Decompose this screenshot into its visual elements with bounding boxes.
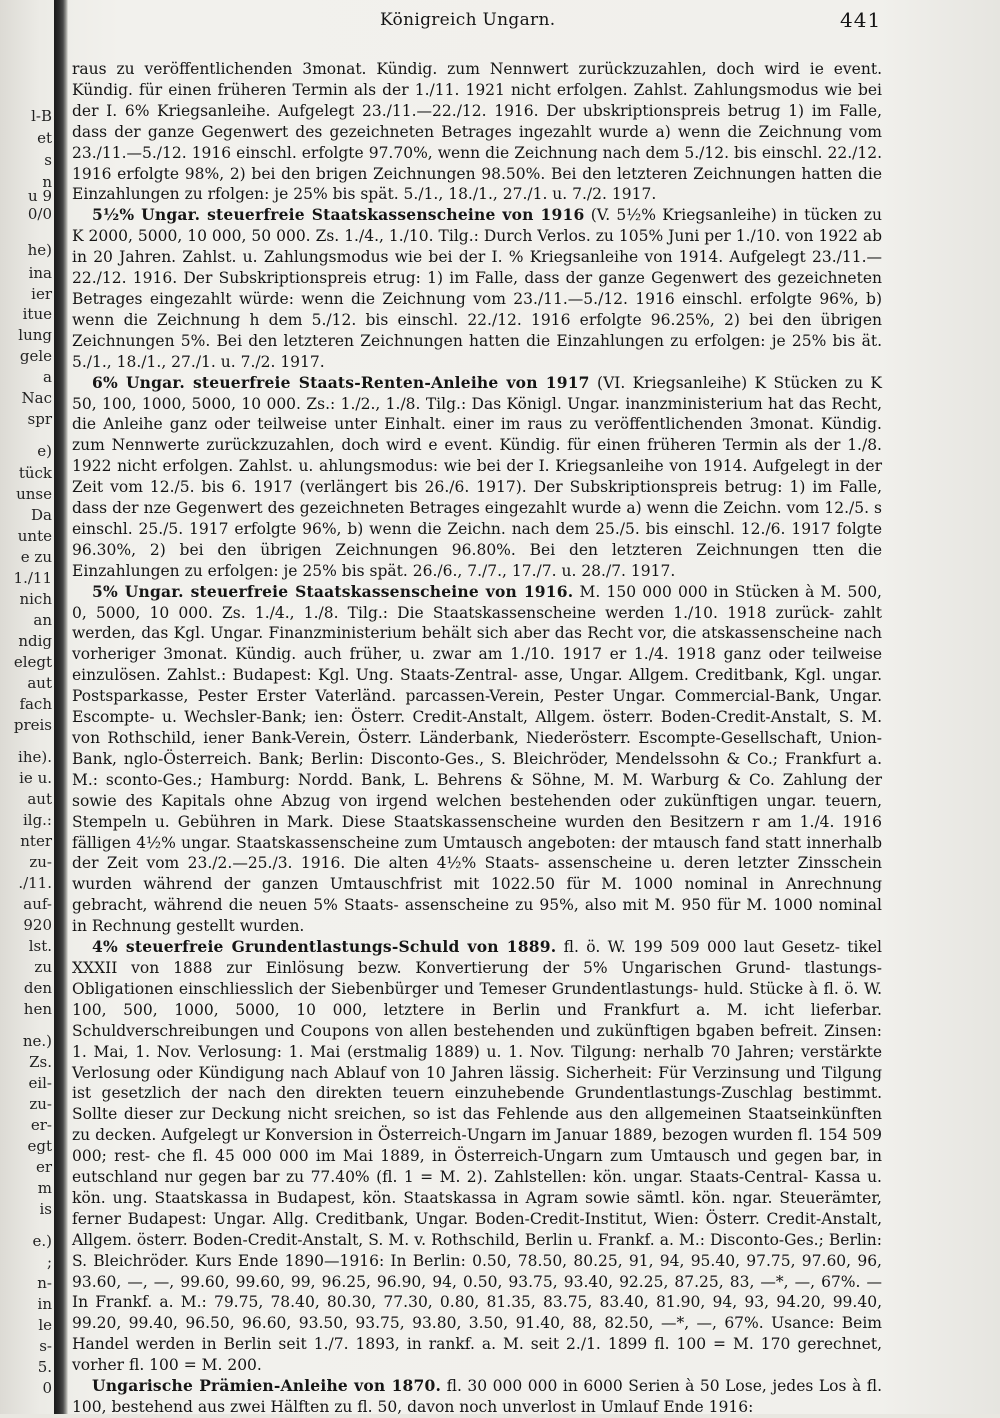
paragraph bbox=[72, 205, 882, 372]
fragment-text: spr bbox=[27, 410, 52, 428]
fragment-text: e zu bbox=[20, 548, 52, 566]
fragment-text: e) bbox=[37, 442, 52, 460]
fragment-text: zu- bbox=[29, 1095, 52, 1113]
fragment-text: 1./11 bbox=[13, 569, 52, 587]
page-header bbox=[80, 6, 900, 36]
fragment-text: ./11. bbox=[18, 874, 52, 892]
fragment-text: et bbox=[37, 129, 52, 147]
book-gutter-shadow bbox=[54, 0, 68, 1414]
fragment-text: 0/0 bbox=[27, 205, 52, 223]
fragment-text: aut bbox=[27, 674, 52, 692]
fragment-text: n bbox=[42, 173, 52, 191]
fragment-text: nich bbox=[19, 590, 52, 608]
fragment-text: elegt bbox=[13, 653, 52, 671]
section-title: 5% Ungar. steuerfreie Staatskassenscheine von 1916. bbox=[92, 581, 574, 601]
fragment-text: in bbox=[37, 1295, 52, 1313]
paragraph bbox=[72, 937, 882, 1376]
fragment-text: unse bbox=[16, 485, 52, 503]
fragment-text: itue bbox=[22, 305, 52, 323]
paragraph bbox=[72, 59, 882, 205]
page-body bbox=[72, 59, 882, 1418]
fragment-text: Nac bbox=[21, 389, 52, 407]
fragment-text: gele bbox=[19, 347, 52, 365]
running-head: Königreich Ungarn. bbox=[380, 10, 556, 30]
fragment-text: s- bbox=[39, 1337, 52, 1355]
fragment-text: nter bbox=[20, 832, 52, 850]
fragment-text: 920 bbox=[23, 916, 52, 934]
fragment-text: a bbox=[43, 368, 52, 386]
paragraph-text: M. 150 000 000 in Stücken à M. 500, 0, 5000, 10 000. Zs. 1./4., 1./8. Tilg.: Die Staatskassenscheine werden 1./10. 1918 zurück- zahlt werden, das Kgl. Ungar. Finanzministerium behält sich aber das Recht vor, die atskassenscheine nach vorheriger 3monat. Kündig. auch früher, u. zwar am 1./10. 1917 er 1./4. 1918 ganz oder teilweise einzulösen. Zahlst.: Budapest: Kgl. Ung. Staats-Zentral- asse, Ungar. Allgem. Creditbank, Kgl. ungar. Postsparkasse, Pester Erster Vaterländ. parcassen-Verein, Pester Ungar. Commercial-Bank, Ungar. Escompte- u. Wechsler-Bank; ien: Österr. Credit-Anstalt, Allgem. österr. Boden-Credit-Anstalt, S. M. von Rothschild, iener Bank-Verein, Österr. Länderbank, Niederösterr. Escompte-Gesellschaft, Union-Bank, nglo-Österreich. Bank; Berlin: Disconto-Ges., S. Bleichröder, Mendelssohn & Co.; Frankfurt a. M.: sconto-Ges.; Hamburg: Nordd. Bank, L. Behrens & Söhne, M. M. Warburg & Co. Zahlung der sowie des Kapitals ohne Abzug von irgend welchen bestehenden oder zukünftigen ungar. teuern, Stempeln u. Gebühren in Mark. Diese Staatskassenscheine wurden den Besitzern r am 1./4. 1916 fälligen 4½% ungar. Staatskassenscheine zum Umtausch angeboten: der mtausch fand statt innerhalb der Zeit vom 23./2.—25./3. 1916. Die alten 4½% Staats- assenscheine u. deren letzter Zinsschein wurden während der ganzen Umtauschfrist mit 1022.50 für M. 1000 nominal in Anrechnung gebracht, während die neuen 5% Staats- assenscheine zu 95%, also mit M. 950 für M. 1000 nominal in Rechnung gestellt wurden. bbox=[72, 582, 882, 936]
fragment-text: ndig bbox=[18, 632, 52, 650]
fragment-text: auf- bbox=[23, 895, 52, 913]
fragment-text: u 9 bbox=[28, 187, 52, 205]
fragment-text: ihe). bbox=[18, 748, 52, 766]
paragraph-text: fl. 30 000 000 in 6000 Serien à 50 Lose, jedes Los à fl. 100, bestehend aus zwei Hälften zu fl. 50, davon noch unverlost in Umlauf Ende 1916: bbox=[72, 1377, 883, 1416]
fragment-text: ina bbox=[28, 264, 52, 282]
fragment-text: lung bbox=[18, 326, 52, 344]
fragment-text: er bbox=[35, 1158, 52, 1176]
page-number: 441 bbox=[840, 8, 882, 32]
paragraph-text: (VI. Kriegsanleihe) K Stücken zu K 50, 100, 1000, 5000, 10 000. Zs.: 1./2., 1./8. Tilg.: Das Königl. Ungar. inanzministerium hat das Recht, die Anleihe ganz oder teilweise unter Einhalt. einer im raus zu veröffentlichenden 3monat. Kündig. zum Nennwerte zurückzuzahlen, doch wird e event. Kündig. für einen früheren Termin als der 1./8. 1922 nicht erfolgen. Zahlst. u. ahlungsmodus: wie bei der I. Kriegsanleihe von 1914. Aufgelegt in der Zeit vom 12./5. bis 6. 1917 (verlängert bis 26./6. 1917). Der Subskriptionspreis betrug: 1) im Falle, dass der nze Gegenwert des gezeichneten Betrages eingezahlt wurde a) wenn die Zeichn. vom 12./5. s einschl. 25./5. 1917 erfolgte 96%, b) wenn die Zeichn. nach dem 25./5. bis einschl. 12./6. 1917 folgte 96.30%, 2) bei den übrigen Zeichnungen 96.80%. Bei den letzteren Zeichnungen tten die Einzahlungen zu erfolgen: je 25% bis spät. 26./6., 7./7., 17./7. u. 28./7. 1917. bbox=[72, 373, 882, 580]
section-title: 4% steuerfreie Grundentlastungs-Schuld von 1889. bbox=[92, 937, 557, 957]
fragment-text: is bbox=[39, 1200, 52, 1218]
paragraph-text: raus zu veröffentlichenden 3monat. Kündig. zum Nennwert zurückzuzahlen, doch wird ie event. Kündig. für einen früheren Termin als der 1./11. 1921 nicht erfolgen. Zahlst. Zahlungsmodus wie bei der I. 6% Kriegsanleihe. Aufgelegt 23./11.—22./12. 1916. Der ubskriptionspreis betrug 1) im Falle, dass der ganze Gegenwert des gezeichneten Betrages ingezahlt wurde a) wenn die Zeichnung vom 23./11.—5./12. 1916 einschl. erfolgte 97.70%, wenn die Zeichnung nach dem 5./12. bis einschl. 22./12. 1916 erfolgte 98%, 2) bei den brigen Zeichnungen 98.50%. Bei den letzteren Zeichnungen hatten die Einzahlungen zu rfolgen: je 25% bis spät. 5./1., 18./1., 27./1. u. 7./2. 1917. bbox=[72, 60, 882, 204]
fragment-text: den bbox=[23, 979, 52, 997]
section-title: 6% Ungar. steuerfreie Staats-Renten-Anleihe von 1917 bbox=[92, 372, 590, 392]
fragment-text: le bbox=[38, 1316, 52, 1334]
fragment-text: aut bbox=[27, 790, 52, 808]
fragment-text: ier bbox=[31, 285, 52, 303]
fragment-text: Zs. bbox=[29, 1053, 52, 1071]
paragraph bbox=[72, 373, 882, 582]
fragment-text: zu bbox=[34, 958, 52, 976]
fragment-text: 0 bbox=[42, 1379, 52, 1397]
fragment-text: ; bbox=[46, 1253, 52, 1271]
paragraph bbox=[72, 1376, 882, 1418]
fragment-text: 5. bbox=[37, 1358, 52, 1376]
fragment-text: unte bbox=[17, 527, 52, 545]
fragment-text: m bbox=[37, 1179, 52, 1197]
paragraph-text: fl. ö. W. 199 509 000 laut Gesetz- tikel XXXII von 1888 zur Einlösung bezw. Konvertierung der 5% Ungarischen Grund- tlastungs-Obligationen einschliesslich der Siebenbürger und Temeser Grundentlastungs- huld. Stücke à fl. ö. W. 100, 500, 1000, 5000, 10 000, letztere in Berlin und Frankfurt a. M. icht lieferbar. Schuldverschreibungen und Coupons von allen bestehenden und zukünftigen bgaben befreit. Zinsen: 1. Mai, 1. Nov. Verlosung: 1. Mai (erstmalig 1889) u. 1. Nov. Tilgung: nerhalb 70 Jahren; verstärkte Verlosung oder Kündigung nach Ablauf von 10 Jahren lässig. Sicherheit: Für Verzinsung und Tilgung ist gesetzlich der nach den direkten teuern einzuhebende Grundentlastungs-Zuschlag bestimmt. Sollte dieser zur Deckung nicht sreichen, so ist das Fehlende aus den allgemeinen Staatseinkünften zu decken. Aufgelegt ur Konversion in Österreich-Ungarn im Januar 1889, bezogen wurden fl. 154 509 000; rest- che fl. 45 000 000 im Mai 1889, in Österreich-Ungarn zum Umtausch und gegen bar, in eutschland nur gegen bar zu 77.40% (fl. 1 = M. 2). Zahlstellen: kön. ungar. Staats-Central- Kassa u. kön. ung. Staatskassa in Budapest, kön. Staatskassa in Agram sowie sämtl. kön. ngar. Steuerämter, ferner Budapest: Ungar. Allg. Creditbank, Ungar. Boden-Credit-Institut, Wien: Österr. Credit-Anstalt, Allgem. österr. Boden-Credit-Anstalt, S. M. v. Rothschild, Berlin u. Frankf. a. M.: Disconto-Ges.; Berlin: S. Bleichröder. Kurs Ende 1890—1916: In Berlin: 0.50, 78.50, 80.25, 91, 94, 95.40, 97.75, 97.60, 96, 93.60, —, —, 99.60, 99.60, 99, 96.25, 96.90, 94, 0.50, 93.75, 93.40, 92.25, 87.25, 83, —*, —, 67%. — In Frankf. a. M.: 79.75, 78.40, 80.30, 77.30, 0.80, 81.35, 83.75, 83.40, 81.90, 94, 93, 94.20, 99.40, 99.20, 99.40, 96.50, 96.60, 93.50, 93.75, 93.80, 3.50, 91.40, 88, 82.50, —*, —, 67%. Usance: Beim Handel werden in Berlin seit 1./7. 1893, in rankf. a. M. seit 2./1. 1899 fl. 100 = M. 170 gerechnet, vorher fl. 100 = M. 200. bbox=[72, 938, 882, 1375]
fragment-text: zu- bbox=[29, 853, 52, 871]
fragment-text: lst. bbox=[28, 937, 52, 955]
fragment-text: fach bbox=[19, 695, 52, 713]
fragment-text: e.) bbox=[32, 1232, 52, 1250]
fragment-text: er- bbox=[30, 1116, 52, 1134]
fragment-text: s bbox=[44, 151, 52, 169]
fragment-text: tück bbox=[18, 464, 52, 482]
fragment-text: ie u. bbox=[19, 769, 52, 787]
fragment-text: eil- bbox=[28, 1074, 52, 1092]
fragment-text: ne.) bbox=[22, 1032, 52, 1050]
fragment-text: hen bbox=[23, 1000, 52, 1018]
adjacent-page-fragment bbox=[0, 0, 54, 1414]
fragment-text: l-B bbox=[31, 107, 52, 125]
fragment-text: egt bbox=[27, 1137, 52, 1155]
paragraph bbox=[72, 582, 882, 937]
paragraph-text: (V. 5½% Kriegsanleihe) in tücken zu K 2000, 5000, 10 000, 50 000. Zs. 1./4., 1./10. Tilg.: Durch Verlos. zu 105% Juni per 1./10. von 1922 ab in 20 Jahren. Zahlst. u. Zahlungsmodus wie bei der I. % Kriegsanleihe von 1914. Aufgelegt 23./11.—22./12. 1916. Der Subskriptionspreis etrug: 1) im Falle, dass der ganze Gegenwert des gezeichneten Betrages eingezahlt würde: wenn die Zeichnung vom 23./11.—5./12. 1916 einschl. erfolgte 96%, b) wenn die Zeichnung h dem 5./12. bis einschl. 22./12. 1916 erfolgte 96.25%, 2) bei den übrigen Zeichnungen 5%. Bei den letzteren Zeichnungen hatten die Einzahlungen zu erfolgen: je 25% bis ät. 5./1., 18./1., 27./1. u. 7./2. 1917. bbox=[72, 206, 882, 371]
fragment-text: an bbox=[33, 611, 52, 629]
fragment-text: Da bbox=[31, 506, 52, 524]
fragment-text: n- bbox=[37, 1274, 52, 1292]
fragment-text: he) bbox=[27, 241, 52, 259]
fragment-text: preis bbox=[13, 716, 52, 734]
section-title: 5½% Ungar. steuerfreie Staatskassenscheine von 1916 bbox=[92, 205, 585, 225]
section-title: Ungarische Prämien-Anleihe von 1870. bbox=[92, 1376, 442, 1396]
fragment-text: ilg.: bbox=[22, 811, 52, 829]
